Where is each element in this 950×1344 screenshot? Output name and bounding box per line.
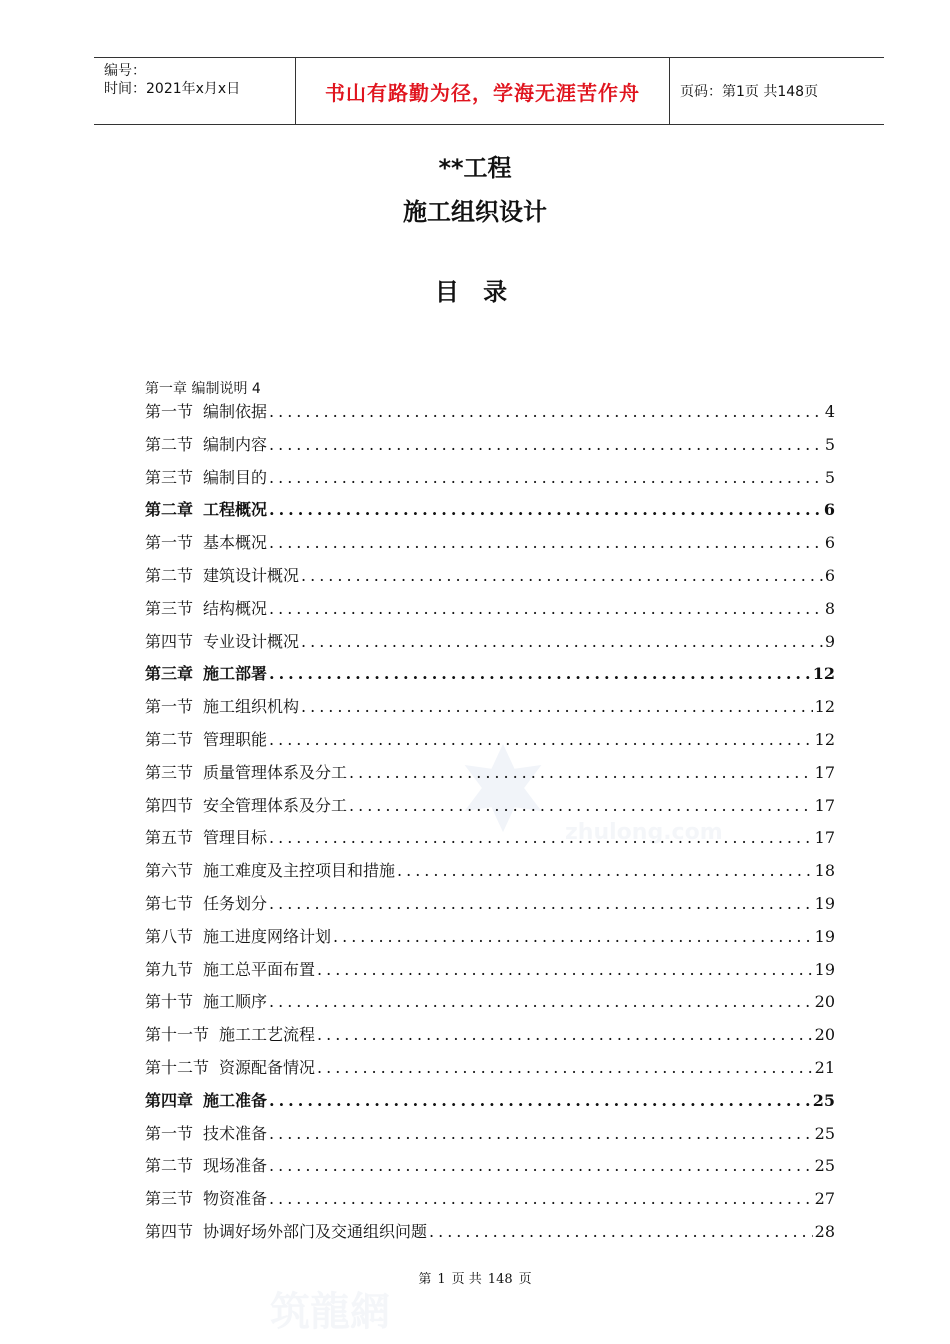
toc-entry-label (145, 954, 315, 987)
footer-total: 148 (487, 1272, 513, 1287)
header-motto: 书山有路勤为径，学海无涯苦作舟 (296, 58, 670, 124)
toc-entry-number: 第四节 (145, 1221, 194, 1241)
toc-dot-leader (269, 888, 813, 921)
toc-entry-page: 5 (824, 434, 835, 454)
toc-dot-leader (269, 396, 823, 429)
header-meta (94, 58, 296, 124)
toc-section-row[interactable] (145, 1019, 835, 1052)
toc-dot-leader (269, 1085, 811, 1118)
toc-entry-page: 12 (814, 697, 835, 717)
toc-dot-leader (269, 429, 823, 462)
toc-entry-page: 12 (814, 729, 835, 749)
toc-entry-label (145, 527, 267, 560)
toc-chapter-row[interactable] (145, 1085, 835, 1118)
toc-entry-number: 第三节 (145, 1189, 194, 1209)
toc-section-row[interactable] (145, 1118, 835, 1151)
toc-dot-leader (429, 1216, 813, 1249)
toc-section-row[interactable] (145, 1216, 835, 1249)
toc-entry-page: 6 (824, 565, 835, 585)
toc-entry-title: 工程概况 (203, 500, 268, 520)
toc-section-row[interactable] (145, 527, 835, 560)
toc-entry-label (145, 1118, 267, 1151)
toc-dot-leader (397, 855, 813, 888)
toc-entry-number: 第二节 (145, 729, 194, 749)
toc-entry-title: 安全管理体系及分工 (203, 795, 348, 815)
toc-entry-page: 28 (814, 1221, 835, 1241)
toc-entry-number: 第一节 (145, 697, 194, 717)
toc-section-row[interactable] (145, 790, 835, 823)
toc-entry-page: 17 (814, 762, 835, 782)
toc-entry-title: 编制目的 (203, 467, 268, 487)
toc-entry-title: 现场准备 (203, 1156, 268, 1176)
toc-section-row[interactable] (145, 921, 835, 954)
toc-entry-title: 施工组织机构 (203, 697, 300, 717)
toc-entry-title: 质量管理体系及分工 (203, 762, 348, 782)
toc-entry-label (145, 1019, 315, 1052)
toc-entry-title: 施工工艺流程 (219, 1025, 316, 1045)
toc-dot-leader (269, 724, 813, 757)
toc-entry-label (145, 494, 267, 527)
toc-entry-label (145, 1085, 267, 1118)
toc-entry-page: 17 (814, 828, 835, 848)
toc-entry-page: 4 (824, 402, 835, 421)
toc-entry-label (145, 888, 267, 921)
toc-entry-title: 编制内容 (203, 434, 268, 454)
toc-entry-number: 第二节 (145, 434, 194, 454)
toc-section-row[interactable] (145, 986, 835, 1019)
toc-entry-number: 第一节 (145, 533, 194, 553)
toc-entry-number: 第二节 (145, 565, 194, 585)
toc-dot-leader (301, 691, 813, 724)
toc-dot-leader (269, 1150, 813, 1183)
toc-entry-label (145, 757, 347, 790)
toc-entry-title: 管理目标 (203, 828, 268, 848)
toc-entry-label (145, 560, 299, 593)
toc-entry-page: 8 (824, 598, 835, 618)
toc-dot-leader (269, 822, 813, 855)
toc-entry-page: 9 (824, 631, 835, 651)
toc-dot-leader (269, 527, 823, 560)
toc-entry-page: 6 (823, 500, 835, 520)
toc-entry-page: 25 (814, 1123, 835, 1143)
footer-page: 1 (437, 1272, 446, 1287)
document-header (94, 57, 884, 125)
watermark-url: zhulong.com (565, 820, 723, 845)
toc-entry-label (145, 921, 331, 954)
toc-entry-label (145, 822, 267, 855)
toc-entry-label (145, 724, 267, 757)
toc-entry-page: 21 (814, 1057, 835, 1077)
toc-dot-leader (269, 462, 823, 495)
toc-entry-page: 27 (814, 1189, 835, 1209)
toc-entry-number: 第四节 (145, 795, 194, 815)
toc-section-row[interactable] (145, 855, 835, 888)
toc-dot-leader (269, 593, 823, 626)
footer-suffix: 页 (518, 1272, 532, 1287)
toc-entry-title: 编制依据 (203, 402, 268, 421)
toc-entry-title: 施工进度网络计划 (203, 926, 332, 946)
toc-entry-number: 第三章 (145, 664, 194, 684)
toc-dot-leader (317, 1019, 813, 1052)
page-footer (0, 1268, 950, 1287)
toc-entry-page: 25 (812, 1090, 835, 1110)
toc-entry-title: 资源配备情况 (219, 1057, 316, 1077)
toc-entry-label (145, 593, 267, 626)
toc-entry-number: 第十一节 (145, 1025, 210, 1045)
toc-entry-label (145, 986, 267, 1019)
toc-entry-number: 第一节 (145, 402, 194, 421)
toc-entry-label (145, 429, 267, 462)
toc-section-row[interactable] (145, 1183, 835, 1216)
toc-entry-title: 物资准备 (203, 1189, 268, 1209)
toc-entry-label (145, 855, 395, 888)
toc-dot-leader (317, 954, 813, 987)
toc-entry-page: 12 (812, 664, 835, 684)
toc-entry-title: 管理职能 (203, 729, 268, 749)
toc-dot-leader (317, 1052, 813, 1085)
toc-dot-leader (301, 560, 823, 593)
toc-entry-number: 第十二节 (145, 1057, 210, 1077)
toc-entry-page: 17 (814, 795, 835, 815)
toc-section-row[interactable] (145, 691, 835, 724)
toc-dot-leader (269, 1118, 813, 1151)
toc-entry-page: 20 (814, 992, 835, 1012)
toc-entry-page: 5 (824, 467, 835, 487)
table-of-contents (145, 396, 835, 1249)
toc-entry-title: 专业设计概况 (203, 631, 300, 651)
toc-dot-leader (269, 1183, 813, 1216)
toc-entry-label (145, 658, 267, 691)
toc-dot-leader (269, 494, 822, 527)
toc-section-row[interactable] (145, 462, 835, 495)
toc-section-row[interactable] (145, 888, 835, 921)
toc-section-row[interactable] (145, 757, 835, 790)
toc-entry-title: 施工部署 (203, 664, 268, 684)
toc-section-row[interactable] (145, 396, 835, 429)
toc-entry-label (145, 396, 267, 429)
toc-chapter-row[interactable] (145, 658, 835, 691)
toc-entry-label (145, 1216, 427, 1249)
toc-entry-number: 第二章 (145, 500, 194, 520)
toc-entry-number: 第五节 (145, 828, 194, 848)
toc-entry-title: 施工准备 (203, 1090, 268, 1110)
toc-section-row[interactable] (145, 593, 835, 626)
toc-entry-number: 第一节 (145, 1123, 194, 1143)
toc-heading: 目 录 (434, 278, 516, 306)
toc-entry-title: 基本概况 (203, 533, 268, 553)
toc-entry-number: 第三节 (145, 467, 194, 487)
toc-dot-leader (333, 921, 813, 954)
footer-prefix: 第 (418, 1272, 432, 1287)
toc-section-row[interactable] (145, 1052, 835, 1085)
toc-entry-label (145, 626, 299, 659)
toc-entry-number: 第三节 (145, 598, 194, 618)
toc-entry-label (145, 691, 299, 724)
toc-entry-label (145, 790, 347, 823)
toc-dot-leader (301, 626, 823, 659)
toc-entry-number: 第九节 (145, 959, 194, 979)
toc-entry-title: 结构概况 (203, 598, 268, 618)
serial-label: 编号： (104, 63, 146, 79)
document-subtitle: 施工组织设计 (403, 198, 547, 226)
toc-entry-number: 第四节 (145, 631, 194, 651)
toc-entry-number: 第六节 (145, 861, 194, 881)
toc-entry-page: 19 (814, 893, 835, 913)
toc-entry-title: 施工难度及主控项目和措施 (203, 861, 396, 881)
toc-entry-title: 技术准备 (203, 1123, 268, 1143)
toc-entry-page: 18 (814, 861, 835, 881)
toc-entry-page: 19 (814, 959, 835, 979)
toc-dot-leader (269, 986, 813, 1019)
toc-entry-label (145, 1052, 315, 1085)
time-label: 时间：2021年x月x日 (104, 81, 241, 97)
toc-entry-number: 第四章 (145, 1090, 194, 1110)
toc-chapter-row[interactable] (145, 494, 835, 527)
toc-entry-page: 19 (814, 926, 835, 946)
toc-dot-leader (349, 790, 813, 823)
toc-entry-page: 20 (814, 1025, 835, 1045)
toc-entry-number: 第十节 (145, 992, 194, 1012)
toc-dot-leader (349, 757, 813, 790)
toc-entry-page: 25 (814, 1156, 835, 1176)
toc-section-row[interactable] (145, 954, 835, 987)
toc-entry-label (145, 1150, 267, 1183)
toc-entry-page: 6 (824, 533, 835, 553)
toc-section-row[interactable] (145, 560, 835, 593)
toc-entry-label (145, 462, 267, 495)
toc-entry-number: 第八节 (145, 926, 194, 946)
toc-entry-number: 第二节 (145, 1156, 194, 1176)
watermark-brand: 筑龍網 (270, 1288, 390, 1335)
toc-entry-title: 协调好场外部门及交通组织问题 (203, 1221, 428, 1241)
footer-middle: 页 共 (451, 1272, 482, 1287)
toc-section-row[interactable] (145, 1150, 835, 1183)
toc-section-row[interactable] (145, 626, 835, 659)
document-title: **工程 (438, 154, 512, 182)
toc-entry-label (145, 1183, 267, 1216)
toc-entry-number: 第七节 (145, 893, 194, 913)
toc-entry-title: 建筑设计概况 (203, 565, 300, 585)
toc-entry-number: 第三节 (145, 762, 194, 782)
toc-section-row[interactable] (145, 822, 835, 855)
header-page-label: 页码：第1页 共148页 (680, 84, 819, 100)
toc-section-row[interactable] (145, 724, 835, 757)
toc-section-row[interactable] (145, 429, 835, 462)
toc-entry-title: 施工总平面布置 (203, 959, 316, 979)
toc-dot-leader (269, 658, 811, 691)
toc-entry-title: 任务划分 (203, 893, 268, 913)
toc-entry-title: 施工顺序 (203, 992, 268, 1012)
toc-first-line: 第一章 编制说明 4 (145, 381, 261, 397)
